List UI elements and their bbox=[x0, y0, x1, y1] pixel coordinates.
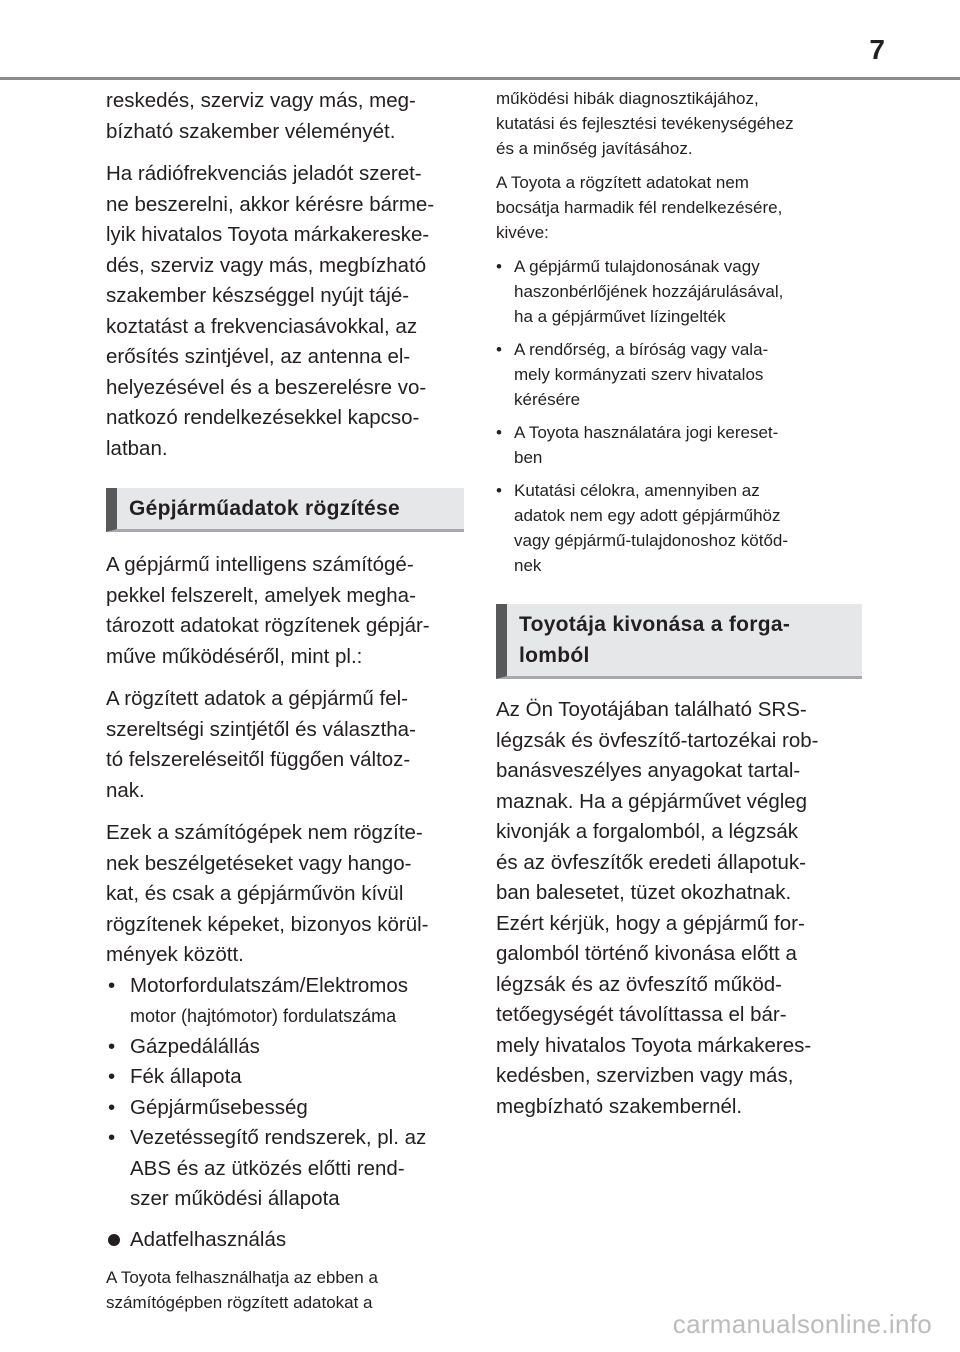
text-line: kérésére bbox=[514, 390, 581, 409]
text-line: Toyotája kivonása a forga- bbox=[519, 613, 791, 636]
text-line: szer működési állapota bbox=[130, 1187, 340, 1210]
text-line: szereltségi szintjétől és választha- bbox=[106, 717, 416, 741]
text-line: számítógépben rögzített adatokat a bbox=[106, 1293, 373, 1312]
list-item bbox=[496, 478, 862, 578]
text-line: mely kormányzati szerv hivatalos bbox=[514, 365, 764, 384]
text-line: Gázpedálállás bbox=[130, 1034, 260, 1058]
text-line: kivéve: bbox=[496, 223, 549, 242]
section-heading-vehicle-data: Gépjárműadatok rögzítése bbox=[106, 488, 464, 532]
text-line: kat, és csak a gépjárművön kívül bbox=[106, 882, 404, 905]
text-line: A rögzített adatok a gépjármű fel- bbox=[106, 687, 408, 710]
text-line: ha a gépjárművet lízingelték bbox=[514, 307, 726, 326]
disposal-paragraph bbox=[496, 695, 862, 1122]
usage-continued-paragraph bbox=[496, 86, 862, 161]
text-line: mely hivatalos Toyota márkakeres- bbox=[496, 1033, 812, 1057]
text-line: Vezetéssegítő rendszerek, pl. az bbox=[130, 1126, 427, 1149]
list-item bbox=[496, 337, 862, 412]
text-line: banásveszélyes anyagokat tartal- bbox=[496, 759, 801, 782]
no-record-paragraph bbox=[106, 818, 464, 971]
text-line: natkozó rendelkezésekkel kapcso- bbox=[106, 406, 420, 429]
text-line: tározott adatokat rögzítenek gépjár- bbox=[106, 614, 430, 637]
filled-circle-icon bbox=[108, 1234, 120, 1246]
text-line: szakember készséggel nyújt tájé- bbox=[106, 284, 410, 307]
text-line: és az övfeszítők eredeti állapotuk- bbox=[496, 850, 806, 874]
text-line: galomból történő kivonása előtt a bbox=[496, 942, 797, 965]
text-line: tó felszereléseitől függően változ- bbox=[106, 748, 411, 771]
text-line: nak. bbox=[106, 778, 145, 802]
text-line: Ezek a számítógépek nem rögzíte- bbox=[106, 821, 423, 844]
recorded-data-paragraph bbox=[106, 684, 464, 806]
text-line: A gépjármű intelligens számítógé- bbox=[106, 553, 414, 576]
text-line: reskedés, szerviz vagy más, meg- bbox=[106, 89, 416, 112]
text-line: ban balesetet, tüzet okozhatnak. bbox=[496, 881, 792, 904]
text-line: Az Ön Toyotájában található SRS- bbox=[496, 698, 807, 721]
text-line: műve működéséről, mint pl.: bbox=[106, 644, 363, 668]
text-line: Ha rádiófrekvenciás jeladót szeret- bbox=[106, 162, 422, 185]
text-line: A gépjármű tulajdonosának vagy bbox=[514, 257, 760, 276]
data-usage-heading bbox=[106, 1225, 464, 1256]
text-line: pekkel felszerelt, amelyek megha- bbox=[106, 583, 416, 607]
text-line: bízható szakember véleményét. bbox=[106, 119, 396, 143]
text-line: A Toyota felhasználhatja az ebben a bbox=[106, 1268, 378, 1287]
text-line: kedésben, szervizben vagy más, bbox=[496, 1064, 794, 1087]
text-line: nek bbox=[514, 556, 542, 575]
text-line: ben bbox=[514, 448, 543, 467]
text-line: latban. bbox=[106, 436, 168, 460]
text-line: Fék állapota bbox=[130, 1065, 242, 1088]
third-party-paragraph bbox=[496, 170, 862, 245]
exceptions-list bbox=[496, 254, 862, 578]
text-line: rögzítenek képeket, bizonyos körül- bbox=[106, 912, 429, 936]
text-line: dés, szerviz vagy más, megbízható bbox=[106, 253, 427, 277]
text-line: vagy gépjármű-tulajdonoshoz kötőd- bbox=[514, 531, 789, 550]
text-line: légzsák és az övfeszítő működ- bbox=[496, 972, 782, 996]
text-line: Ezért kérjük, hogy a gépjármű for- bbox=[496, 911, 805, 935]
list-item bbox=[106, 1093, 464, 1124]
rf-transmitter-paragraph bbox=[106, 159, 464, 464]
text-line: helyezésével és a beszerelésre vo- bbox=[106, 375, 427, 399]
text-line: Kutatási célokra, amennyiben az bbox=[514, 481, 760, 500]
list-item bbox=[106, 1123, 464, 1215]
text-line: légzsák és övfeszítő-tartozékai rob- bbox=[496, 728, 819, 752]
recorded-items-list bbox=[106, 971, 464, 1215]
text-line: és a minőség javításához. bbox=[496, 139, 693, 158]
watermark: carmanualsonline.info bbox=[672, 1309, 932, 1339]
text-line: adatok nem egy adott gépjárműhöz bbox=[514, 506, 781, 525]
text-line: maznak. Ha a gépjárművet végleg bbox=[496, 789, 808, 813]
text-line: lomból bbox=[519, 644, 590, 667]
text-line: A Toyota a rögzített adatokat nem bbox=[496, 173, 749, 192]
text-line: kutatási és fejlesztési tevékenységéhez bbox=[496, 114, 794, 133]
text-line: A Toyota használatára jogi kereset- bbox=[514, 423, 779, 442]
text-line: kivonják a forgalomból, a légzsák bbox=[496, 820, 798, 843]
list-item bbox=[106, 1062, 464, 1093]
list-item bbox=[106, 1032, 464, 1063]
text-line: megbízható szakembernél. bbox=[496, 1094, 743, 1118]
text-line: A rendőrség, a bíróság vagy vala- bbox=[514, 340, 769, 359]
intro-paragraph bbox=[106, 86, 464, 147]
list-item bbox=[106, 971, 464, 1032]
text-line: erősítés szintjével, az antenna el- bbox=[106, 345, 411, 368]
computers-paragraph bbox=[106, 550, 464, 672]
list-item bbox=[496, 254, 862, 329]
text-line: Gépjárműsebesség bbox=[130, 1095, 308, 1119]
page-number: 7 bbox=[869, 34, 885, 65]
text-line: motor (hajtómotor) fordulatszáma bbox=[130, 1006, 397, 1026]
text-line: ABS és az ütközés előtti rend- bbox=[130, 1156, 405, 1180]
text-line: koztatást a frekvenciasávokkal, az bbox=[106, 314, 418, 338]
right-column bbox=[496, 86, 862, 1134]
text-line: nek beszélgetéseket vagy hango- bbox=[106, 851, 412, 875]
text-line: haszonbérlőjének hozzájárulásával, bbox=[514, 282, 784, 301]
text-line: tetőegységét távolíttassa el bár- bbox=[496, 1003, 787, 1026]
text-line: Motorfordulatszám/Elektromos bbox=[130, 973, 408, 997]
text-line: mények között. bbox=[106, 943, 244, 966]
data-usage-paragraph bbox=[106, 1265, 464, 1315]
text-line: működési hibák diagnosztikájához, bbox=[496, 89, 759, 108]
section-heading-disposal bbox=[496, 604, 862, 679]
text-line: Adatfelhasználás bbox=[130, 1227, 287, 1251]
left-column bbox=[106, 86, 464, 1324]
list-item bbox=[496, 420, 862, 470]
text-line: lyik hivatalos Toyota márkakereske- bbox=[106, 223, 430, 246]
text-line: ne beszerelni, akkor kérésre bárme- bbox=[106, 192, 435, 216]
text-line: bocsátja harmadik fél rendelkezésére, bbox=[496, 198, 783, 217]
header-rule bbox=[0, 77, 960, 80]
